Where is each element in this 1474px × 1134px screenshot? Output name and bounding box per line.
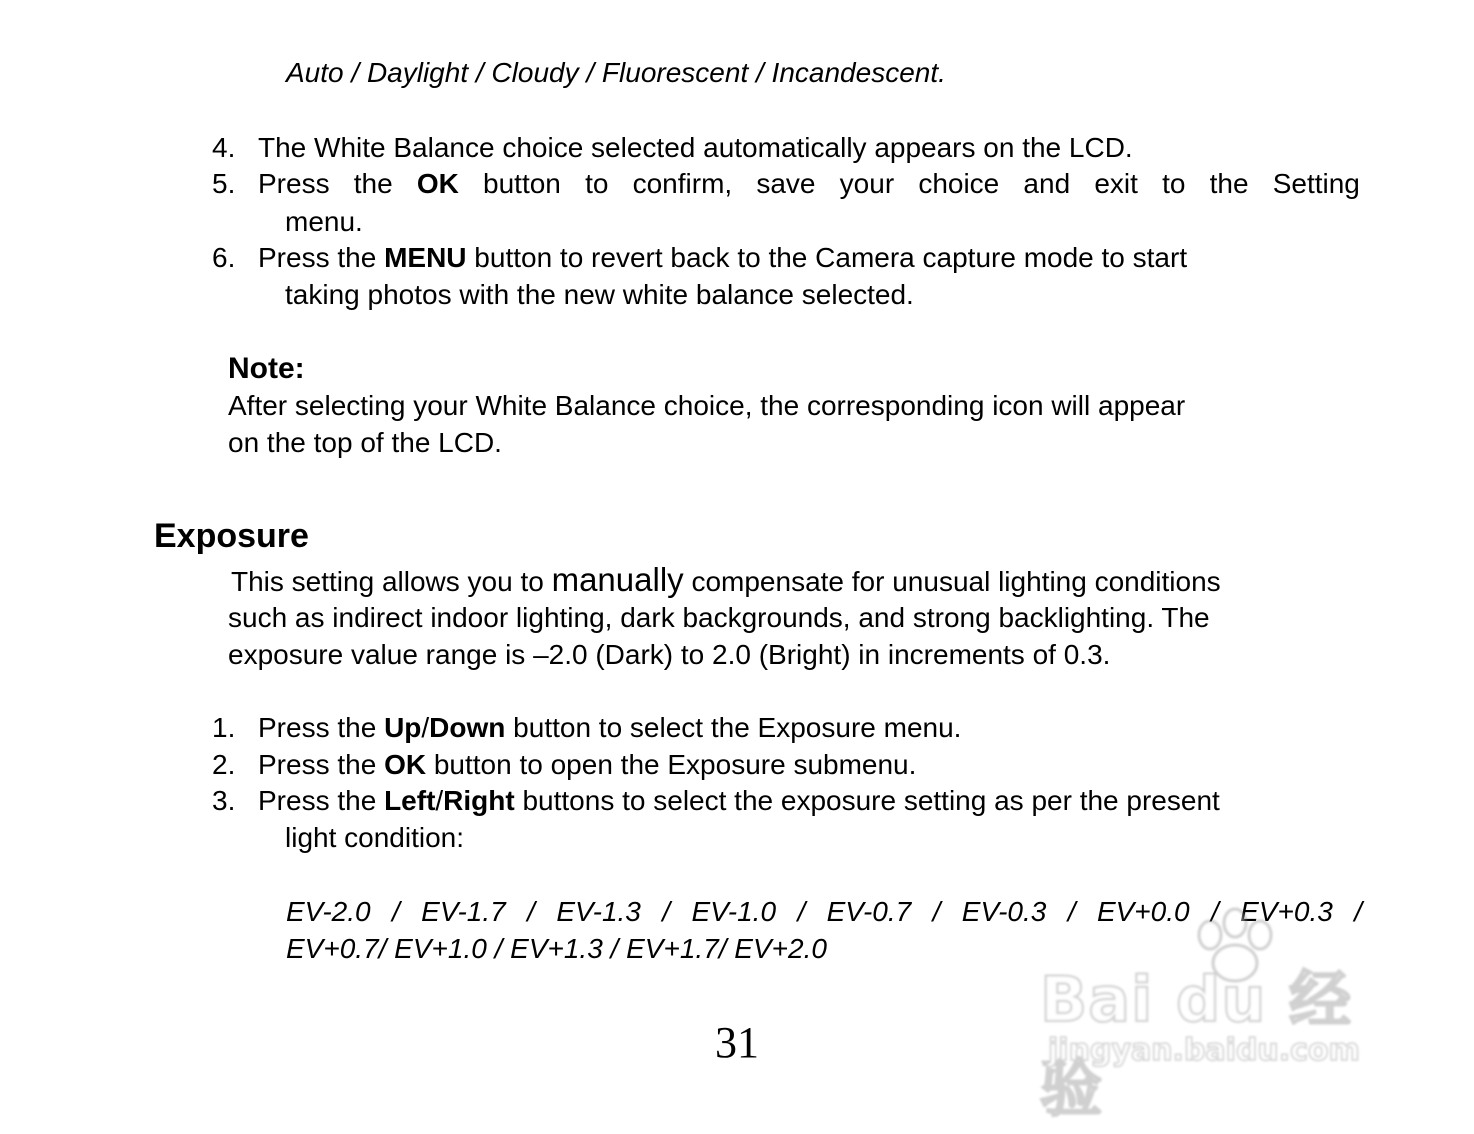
ev-value: EV-0.3 bbox=[961, 896, 1047, 927]
step-5-word: save bbox=[756, 168, 816, 199]
step-5-number: 5. bbox=[212, 168, 236, 199]
note-title: Note: bbox=[228, 352, 305, 385]
ev-separator: / bbox=[932, 896, 941, 927]
exposure-step-1-number: 1. bbox=[212, 712, 236, 743]
exposure-step-3-number: 3. bbox=[212, 785, 236, 816]
step-5-continuation: menu. bbox=[285, 206, 363, 237]
s3-post: buttons to select the exposure setting as per the present bbox=[514, 785, 1220, 816]
step-5-word: choice bbox=[918, 168, 1000, 199]
ev-separator: / bbox=[527, 896, 535, 927]
step-5-word: to bbox=[1162, 168, 1186, 199]
intro-manually: manually bbox=[551, 561, 684, 598]
ev-value: EV-0.7 bbox=[826, 896, 912, 927]
step-5-word: button bbox=[483, 168, 561, 199]
step-6-post: button to revert back to the Camera capture mode to start bbox=[466, 242, 1188, 273]
ev-separator: / bbox=[391, 896, 400, 927]
ev-value: EV-1.7 bbox=[421, 896, 506, 927]
s3-pre: Press the bbox=[258, 785, 385, 816]
note-line-2: on the top of the LCD. bbox=[228, 427, 502, 458]
intro-post: compensate for unusual lighting conditions bbox=[683, 566, 1221, 597]
ev-value: EV+0.3 bbox=[1240, 896, 1333, 927]
step-5-word: Press bbox=[258, 168, 330, 199]
exposure-step-2-number: 2. bbox=[212, 749, 236, 780]
note-line-1: After selecting your White Balance choice, the corresponding icon will appear bbox=[228, 390, 1186, 421]
right-keyword: Right bbox=[443, 785, 515, 816]
s1-slash: / bbox=[421, 712, 430, 743]
step-6-text bbox=[258, 240, 1360, 276]
ev-separator: / bbox=[797, 896, 806, 927]
baidu-watermark bbox=[1040, 905, 1390, 1125]
exposure-heading: Exposure bbox=[154, 517, 309, 555]
ok-keyword: OK bbox=[384, 749, 427, 780]
step-5-word: your bbox=[839, 168, 895, 199]
baidu-logo-text: Bai du 经验 bbox=[1040, 963, 1353, 1125]
s1-post: button to select the Exposure menu. bbox=[505, 712, 962, 743]
ev-value: EV+0.0 bbox=[1096, 896, 1190, 927]
step-5-word: the bbox=[353, 168, 393, 199]
step-5-word: OK bbox=[416, 168, 459, 199]
exposure-step-3-continuation: light condition: bbox=[285, 822, 465, 853]
s1-pre: Press the bbox=[258, 712, 385, 743]
step-4-text: The White Balance choice selected automatically appears on the LCD. bbox=[258, 132, 1133, 163]
ev-value: EV-1.3 bbox=[556, 896, 641, 927]
ev-values-row-2: EV+0.7/ EV+1.0 / EV+1.3 / EV+1.7/ EV+2.0 bbox=[286, 933, 827, 964]
intro-pre: This setting allows you to bbox=[231, 566, 552, 597]
down-keyword: Down bbox=[429, 712, 506, 743]
s3-slash: / bbox=[435, 785, 444, 816]
step-5-word: the bbox=[1209, 168, 1249, 199]
step-5-word: exit bbox=[1094, 168, 1138, 199]
step-5-text bbox=[258, 166, 1360, 202]
exposure-step-3-text bbox=[258, 783, 1220, 819]
step-5-word: to bbox=[585, 168, 609, 199]
s2-pre: Press the bbox=[258, 749, 385, 780]
menu-keyword: MENU bbox=[384, 242, 467, 273]
white-balance-options: Auto / Daylight / Cloudy / Fluorescent / Incandescent. bbox=[286, 57, 946, 88]
step-5-word: Setting bbox=[1272, 168, 1360, 199]
exposure-step-2-text bbox=[258, 747, 916, 783]
step-5-word: and bbox=[1023, 168, 1071, 199]
ev-separator: / bbox=[662, 896, 671, 927]
ev-value: EV-1.0 bbox=[691, 896, 777, 927]
ev-separator: / bbox=[1067, 896, 1076, 927]
up-keyword: Up bbox=[384, 712, 422, 743]
exposure-intro-line-1 bbox=[231, 562, 1221, 600]
step-5-word: confirm, bbox=[632, 168, 733, 199]
step-4-number: 4. bbox=[212, 132, 236, 163]
exposure-intro-line-2: such as indirect indoor lighting, dark backgrounds, and strong backlighting. The bbox=[228, 602, 1210, 633]
ev-separator: / bbox=[1354, 896, 1362, 927]
exposure-intro-line-3: exposure value range is –2.0 (Dark) to 2.0 (Bright) in increments of 0.3. bbox=[228, 639, 1111, 670]
ev-separator: / bbox=[1210, 896, 1219, 927]
left-keyword: Left bbox=[384, 785, 436, 816]
watermark-url: jingyan.baidu.com bbox=[1048, 1033, 1360, 1068]
exposure-step-1-text bbox=[258, 710, 961, 746]
page-number: 31 bbox=[715, 1018, 759, 1067]
s2-post: button to open the Exposure submenu. bbox=[426, 749, 917, 780]
step-6-number: 6. bbox=[212, 242, 236, 273]
step-6-pre: Press the bbox=[258, 242, 385, 273]
step-6-line bbox=[258, 240, 1187, 276]
step-6-continuation: taking photos with the new white balance selected. bbox=[285, 279, 914, 310]
ev-value: EV-2.0 bbox=[286, 896, 371, 927]
